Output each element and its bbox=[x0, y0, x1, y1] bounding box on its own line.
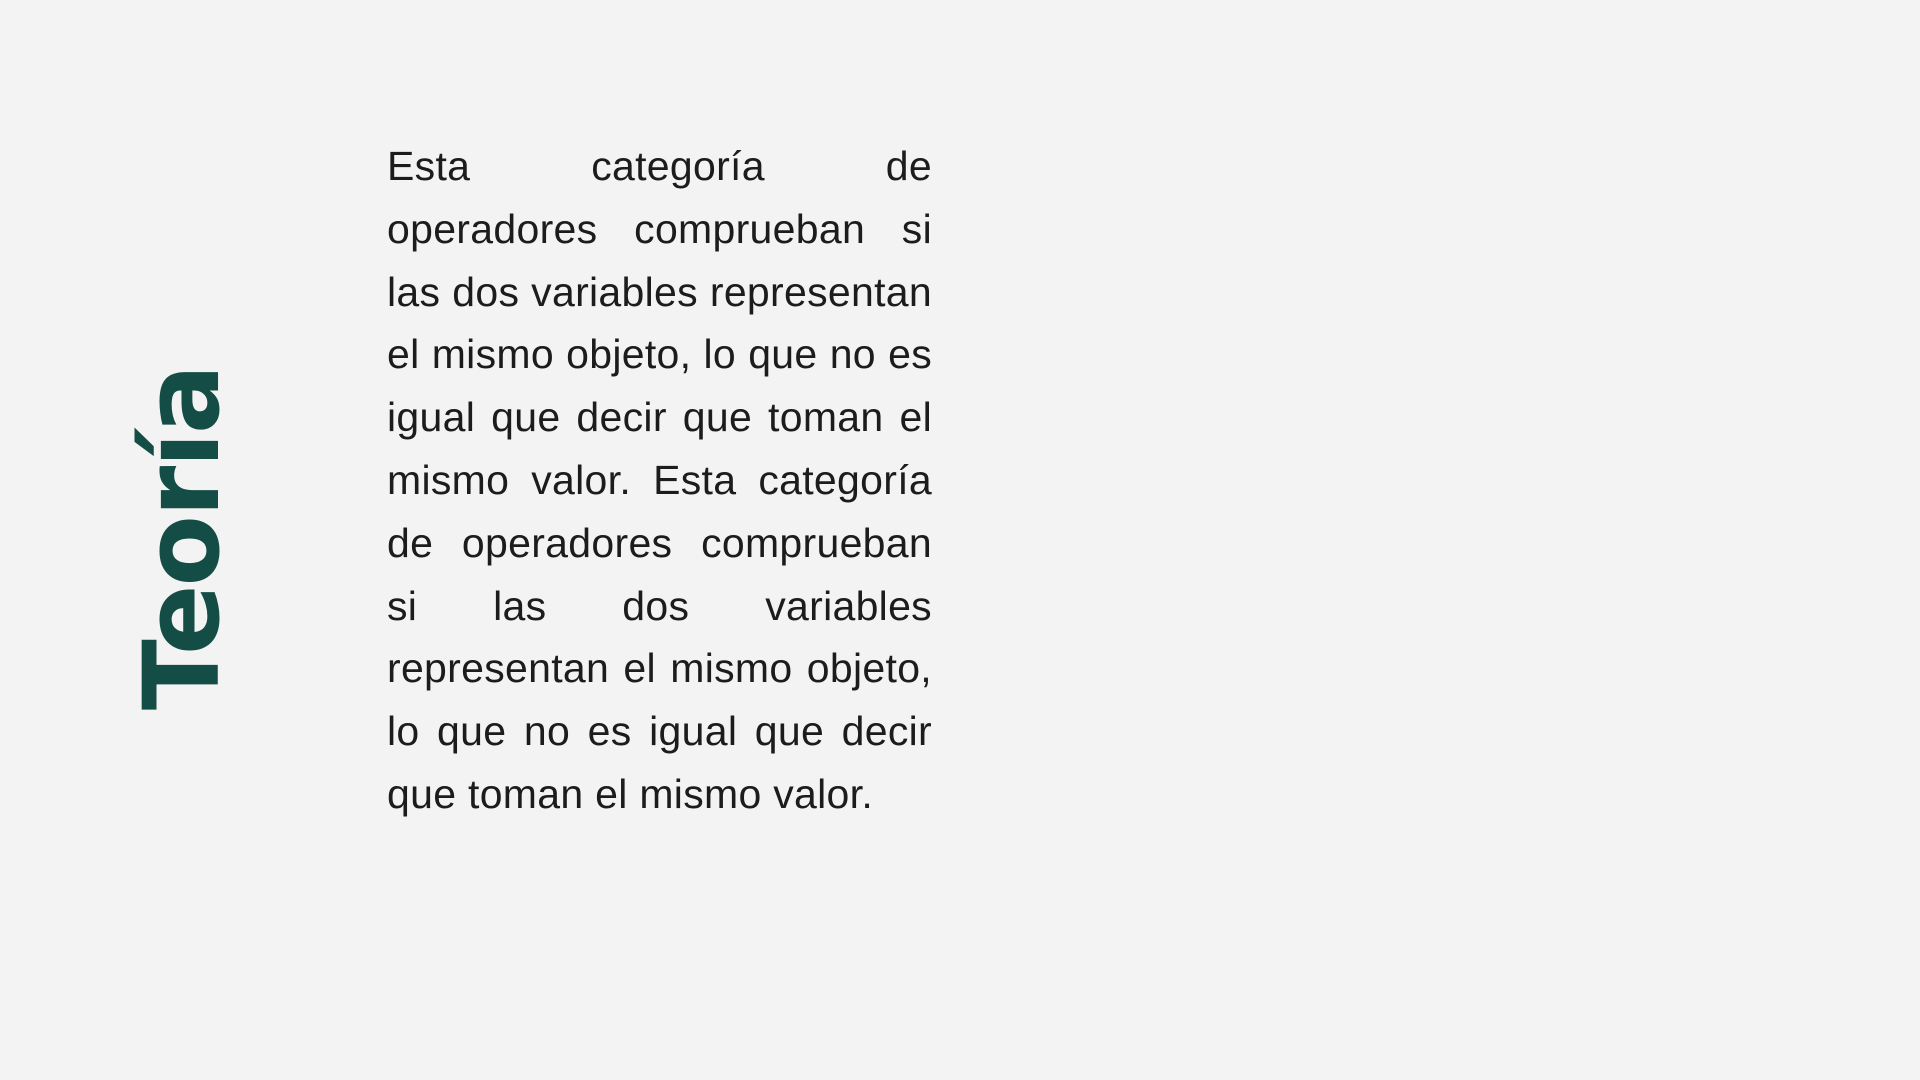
body-paragraph: Esta categoría de operadores comprueban si las dos variables representan el mismo objeto, lo que no es igual que decir que toman el mismo valor. Esta categoría de operadores comprueban si las dos variables representan el mismo objeto, lo que no es igual que decir que toman el mismo valor. bbox=[387, 143, 932, 817]
slide-title: Teoría bbox=[121, 365, 243, 711]
